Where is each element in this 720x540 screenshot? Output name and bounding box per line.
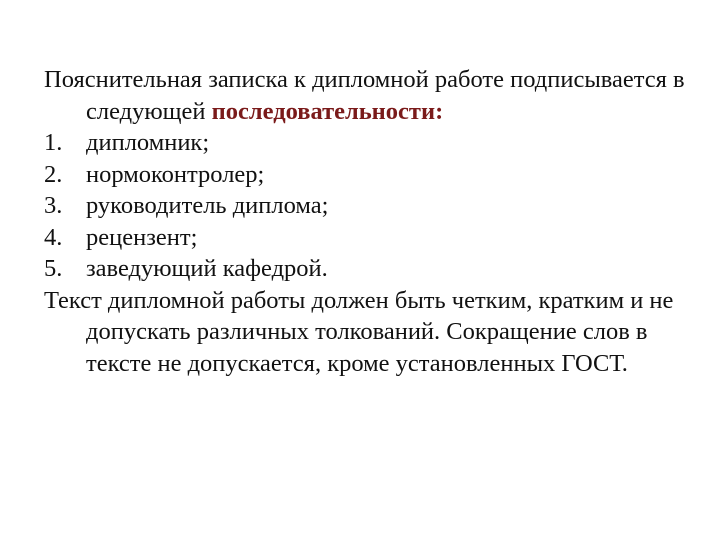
intro-emphasis: последовательности: bbox=[211, 97, 444, 125]
intro-paragraph bbox=[44, 64, 694, 127]
list-item-number: 4. bbox=[44, 223, 63, 251]
list-item-number: 1. bbox=[44, 129, 63, 156]
list-item bbox=[44, 222, 694, 254]
list-item-text: рецензент; bbox=[86, 223, 198, 251]
requirements-paragraph: Текст дипломной работы должен быть четким, кратким и не допускать различных толкований. Сокращение слов в тексте не допускается, кроме установленных ГОСТ. bbox=[44, 286, 674, 377]
list-item-number: 3. bbox=[44, 192, 63, 219]
list-item-text: нормоконтролер; bbox=[86, 160, 265, 188]
intro-text: Пояснительная записка к дипломной работе подписывается в следующей bbox=[44, 66, 685, 125]
list-item-text: руководитель диплома; bbox=[86, 192, 329, 219]
list-item bbox=[44, 159, 694, 191]
list-item bbox=[44, 190, 694, 222]
list-item-number: 5. bbox=[44, 255, 63, 282]
list-item-text: дипломник; bbox=[86, 129, 210, 156]
slide-content bbox=[44, 64, 694, 379]
list-item-text: заведующий кафедрой. bbox=[86, 255, 328, 282]
signers-list bbox=[44, 127, 694, 285]
list-item bbox=[44, 127, 694, 159]
list-item-number: 2. bbox=[44, 160, 63, 188]
list-item bbox=[44, 253, 694, 285]
